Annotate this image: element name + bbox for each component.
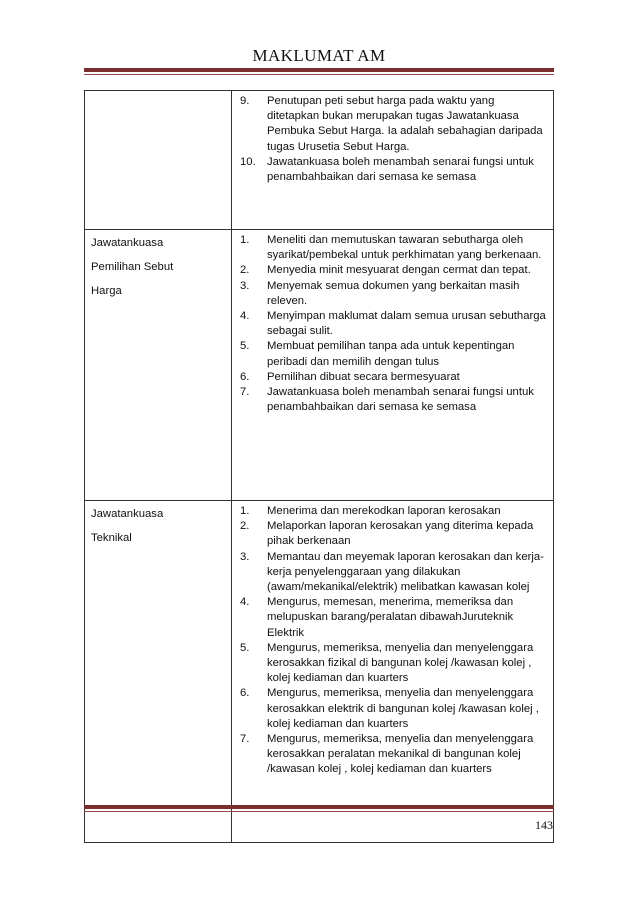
header-rule-thin xyxy=(84,74,554,75)
list-item: 4. Mengurus, memesan, menerima, memeriksa dan melupuskan barang/peralatan dibawahJuruteknik Elektrik xyxy=(240,596,514,639)
list-item: 2. Menyedia minit mesyuarat dengan cermat dan tepat. xyxy=(240,264,531,277)
committee-name-line: Jawatankuasa xyxy=(91,508,164,520)
list-item: 5. Membuat pemilihan tanpa ada untuk kepentingan peribadi dan memilih dengan tulus xyxy=(240,340,515,368)
list-item: 7. Jawatankuasa boleh menambah senarai fungsi untuk penambahbaikan dari semasa ke semasa xyxy=(240,386,534,414)
committee-name-cell xyxy=(85,91,232,230)
committee-name-line: Harga xyxy=(91,285,122,298)
duties-list xyxy=(240,94,547,185)
table-row xyxy=(85,230,554,501)
footer-rule-thin xyxy=(84,811,554,812)
list-item: 1. Meneliti dan memutuskan tawaran sebutharga oleh syarikat/pembekal untuk perkhimatan yang berkenaan. xyxy=(240,234,542,262)
list-item: 10. Jawatankuasa boleh menambah senarai fungsi untuk penambahbaikan dari semasa ke semasa xyxy=(240,155,534,184)
committee-duties-cell xyxy=(232,91,554,230)
list-item: 3. Memantau dan meyemak laporan kerosakan dan kerja-kerja penyelenggaraan yang dilakukan (awam/mekanikal/elektrik) melibatkan kawasan kolej xyxy=(240,550,544,594)
list-item: 4. Menyimpan maklumat dalam semua urusan sebutharga sebagai sulit. xyxy=(240,310,546,338)
duties-list xyxy=(240,233,547,415)
table-row xyxy=(85,91,554,230)
committee-table xyxy=(84,90,554,843)
list-item: 3. Menyemak semua dokumen yang berkaitan masih releven. xyxy=(240,279,520,307)
committee-duties-cell xyxy=(232,230,554,501)
committee-name-line: Jawatankuasa xyxy=(91,237,164,249)
table-row xyxy=(85,501,554,843)
list-item: 9. Penutupan peti sebut harga pada waktu yang ditetapkan bukan merupakan tugas Jawatankuasa Pembuka Sebut Harga. Ia adalah sebahagian daripada tugas Urusetia Sebut Harga. xyxy=(240,95,543,153)
list-item: 6. Pemilihan dibuat secara bermesyuarat xyxy=(240,370,460,383)
list-item: 5. Mengurus, memeriksa, menyelia dan menyelenggara kerosakkan fizikal di bangunan kolej /kawasan kolej , kolej kediaman dan kuarters xyxy=(240,641,534,685)
committee-name-cell xyxy=(85,230,232,501)
header-rule xyxy=(84,68,554,72)
footer-rule xyxy=(84,805,554,809)
committee-name-cell xyxy=(85,501,232,843)
committee-duties-cell xyxy=(232,501,554,843)
page-number: 143 xyxy=(535,818,553,832)
committee-name-line: Pemilihan Sebut xyxy=(91,261,174,274)
list-item: 1. Menerima dan merekodkan laporan kerosakan xyxy=(240,505,501,517)
list-item: 2. Melaporkan laporan kerosakan yang diterima kepada pihak berkenaan xyxy=(240,520,534,548)
page-header-title: MAKLUMAT AM xyxy=(252,46,386,65)
committee-name-line: Teknikal xyxy=(91,532,132,545)
list-item: 6. Mengurus, memeriksa, menyelia dan menyelenggara kerosakkan elektrik di bangunan kolej /kawasan kolej , kolej kediaman dan kuarters xyxy=(240,687,539,730)
duties-list xyxy=(240,504,547,778)
list-item: 7. Mengurus, memeriksa, menyelia dan menyelenggara kerosakkan peralatan mekanikal di bangunan kolej /kawasan kolej , kolej kediaman dan kuarters xyxy=(240,733,534,776)
